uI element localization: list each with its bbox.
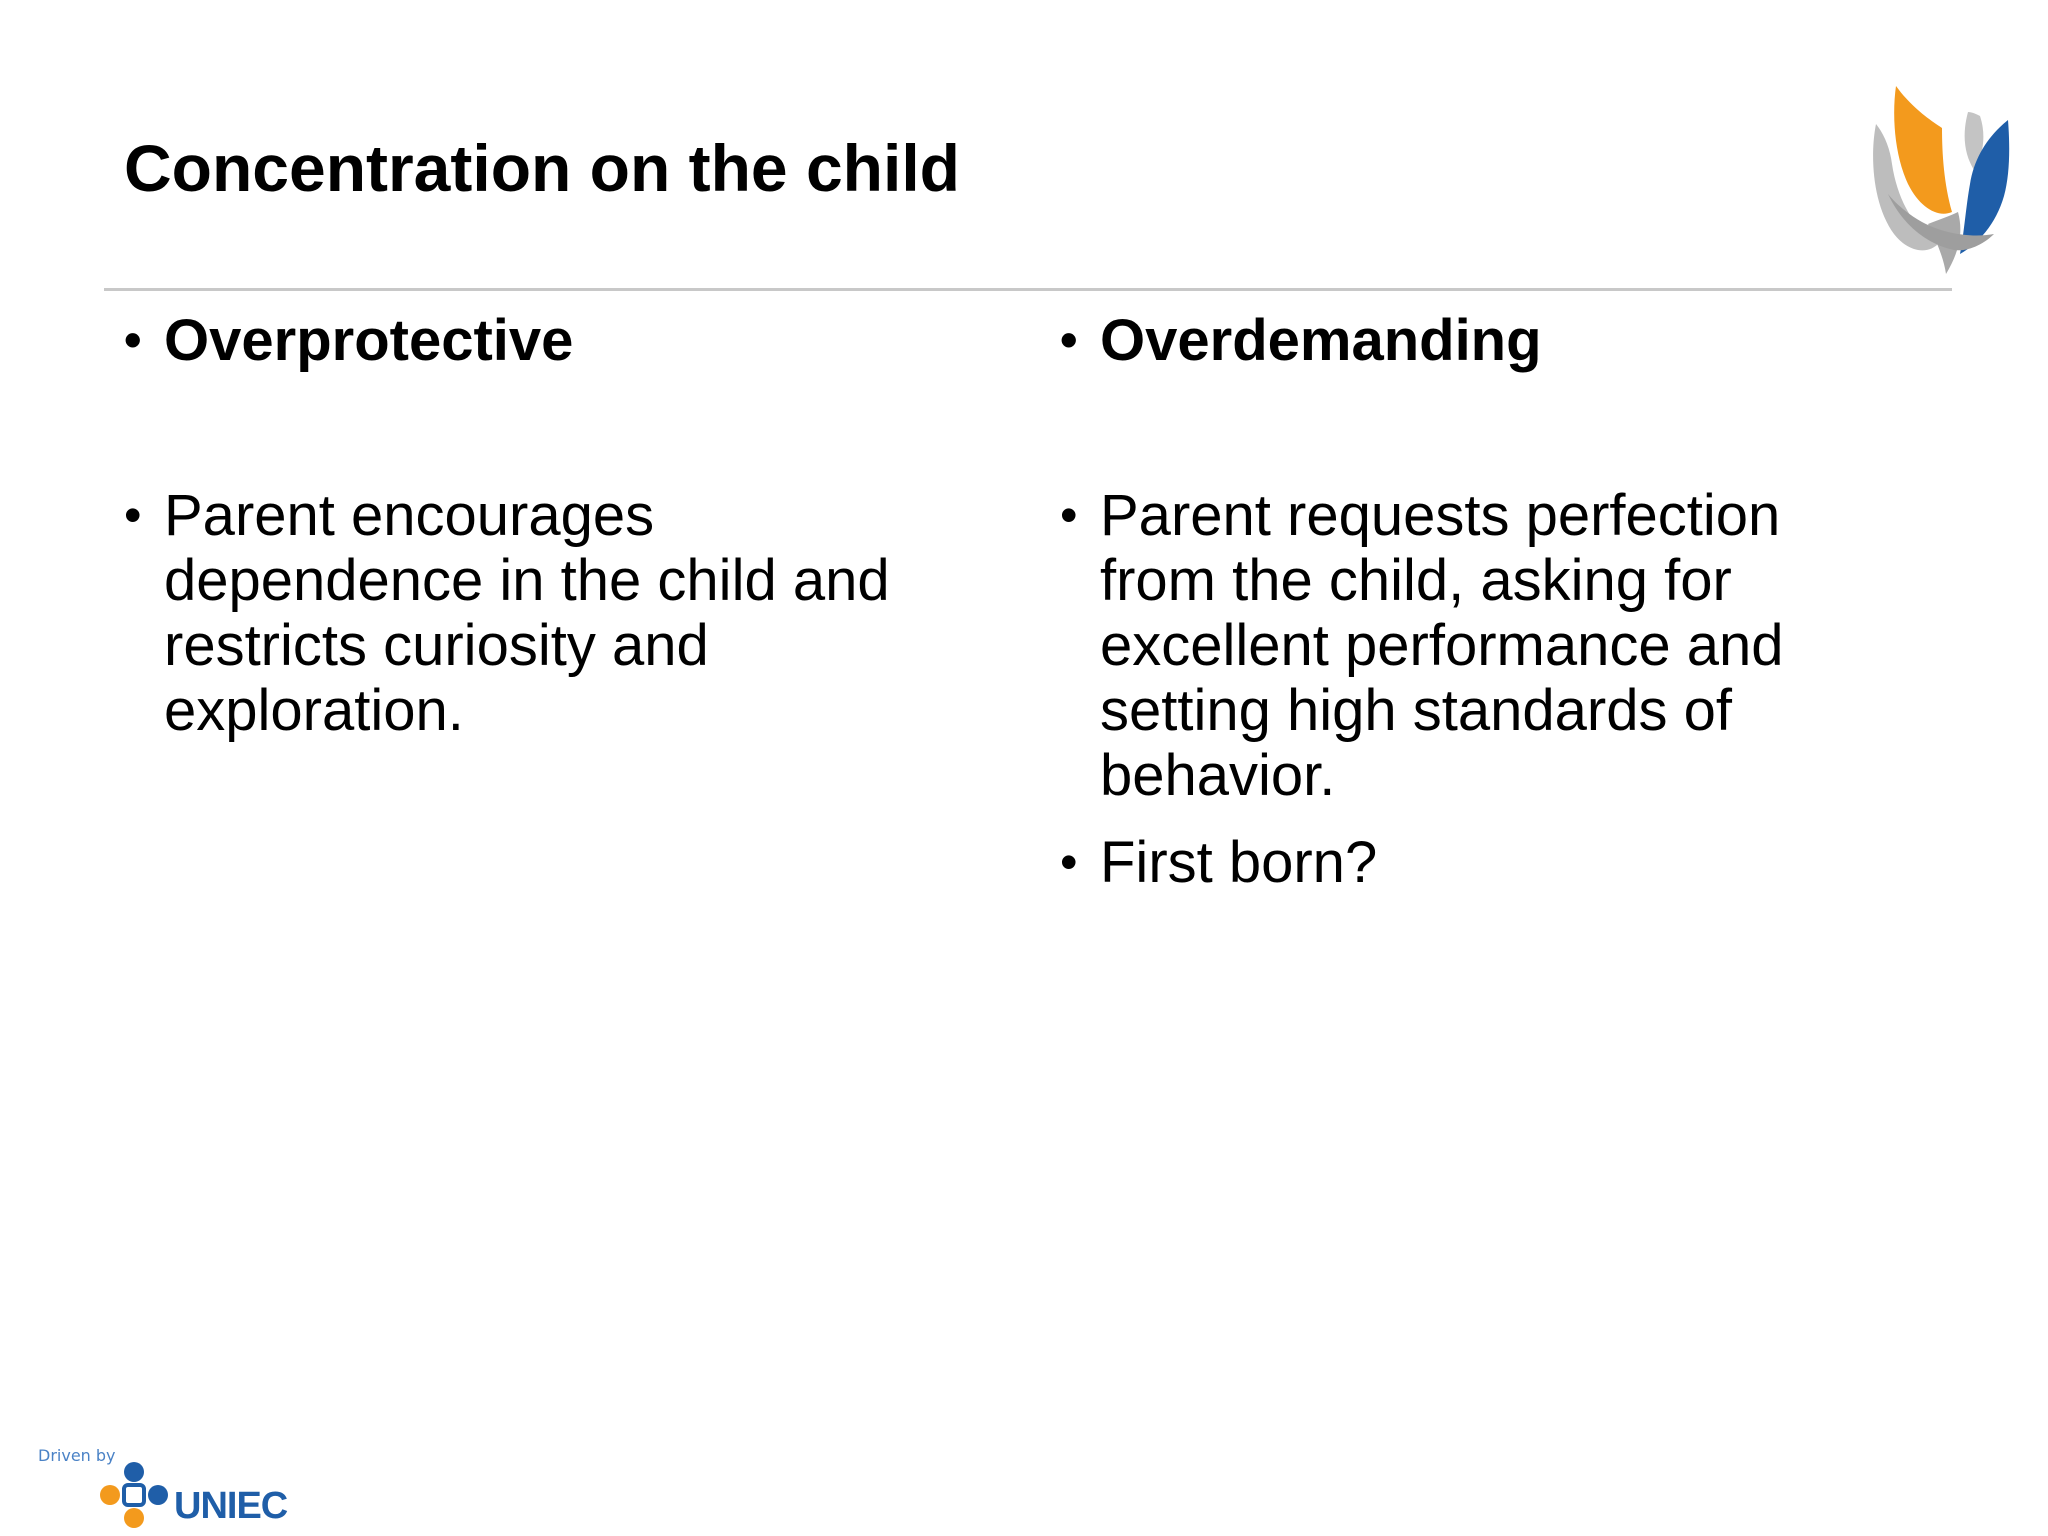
list-item <box>124 308 954 373</box>
right-column <box>1060 308 1890 917</box>
bullet-icon: • <box>1060 312 1078 368</box>
list-item <box>1060 483 1890 808</box>
uniec-logo-icon <box>98 1460 170 1530</box>
page-title: Concentration on the child <box>124 131 960 205</box>
bullet-icon: • <box>1060 487 1078 543</box>
list-item <box>124 483 954 743</box>
uniec-logo <box>38 1446 288 1530</box>
bullet-icon: • <box>124 312 142 368</box>
left-column <box>124 308 954 765</box>
right-column-bullet: Parent requests perfection from the child, asking for excellent performance and setting high standards of behavior. <box>1100 483 1784 808</box>
right-column-bullet: First born? <box>1100 830 1378 895</box>
leaf-logo-icon <box>1868 84 2020 274</box>
driven-by-label: Driven by <box>38 1446 116 1465</box>
right-column-heading: Overdemanding <box>1100 308 1542 373</box>
bullet-icon: • <box>124 487 142 543</box>
left-column-bullet: Parent encourages dependence in the child and restricts curiosity and exploration. <box>164 483 890 743</box>
uniec-brand-text: UNIEC <box>174 1485 288 1527</box>
left-column-heading: Overprotective <box>164 308 574 373</box>
list-item <box>1060 308 1890 373</box>
list-item <box>1060 830 1890 895</box>
title-divider <box>104 288 1952 291</box>
bullet-icon: • <box>1060 834 1078 890</box>
